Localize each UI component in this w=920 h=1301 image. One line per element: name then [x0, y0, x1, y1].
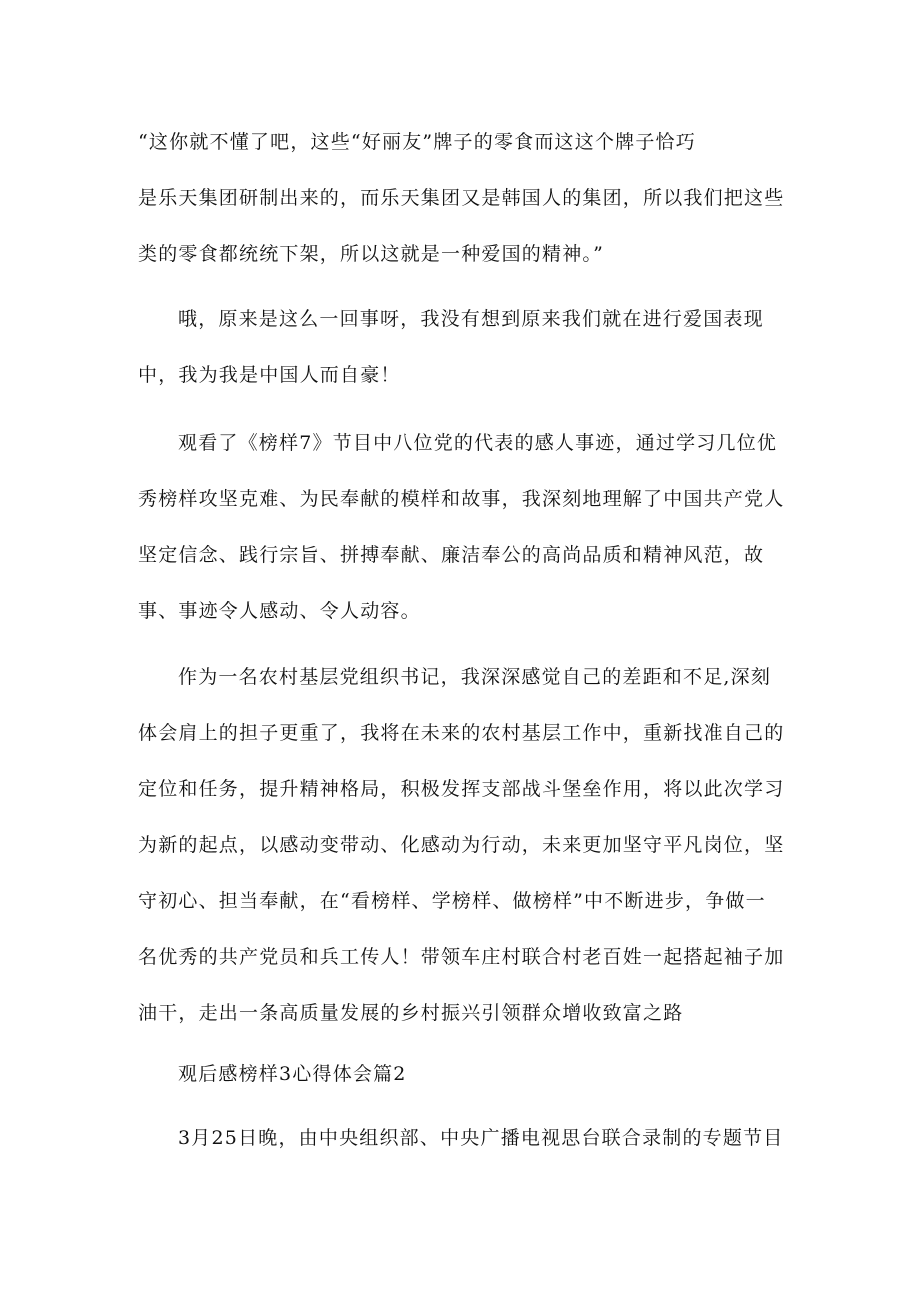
paragraph-2-line-1: 哦，原来是这么一回事呀，我没有想到原来我们就在进行爱国表现 — [178, 308, 764, 330]
paragraph-4-line-3: 定位和任务，提升精神格局，积极发挥支部战斗堡垒作用，将以此次学习 — [138, 778, 785, 800]
section-heading: 观后感榜样3心得体会篇2 — [178, 1063, 407, 1085]
paragraph-1-line-1: “这你就不懂了吧，这些“好丽友”牌子的零食而这这个牌子恰巧 — [138, 131, 696, 153]
paragraph-3-line-3: 坚定信念、践行宗旨、拼搏奉献、廉洁奉公的高尚品质和精神风范，故 — [138, 544, 765, 566]
paragraph-4-line-4: 为新的起点，以感动变带动、化感动为行动，未来更加坚守平凡岗位，坚 — [138, 834, 785, 856]
paragraph-4-line-1: 作为一名农村基层党组织书记，我深深感觉自己的差距和不足,深刻 — [178, 666, 772, 688]
paragraph-4-line-2: 体会肩上的担子更重了，我将在未来的农村基层工作中，重新找准自己的 — [138, 722, 785, 744]
paragraph-3-line-2: 秀榜样攻坚克难、为民奉献的模样和故事，我深刻地理解了中国共产党人 — [138, 488, 785, 510]
paragraph-4-line-5: 守初心、担当奉献，在“看榜样、学榜样、做榜样”中不断进步，争做一 — [138, 890, 766, 912]
paragraph-6-line-1: 3月25日晚，由中央组织部、中央广播电视思台联合录制的专题节目 — [178, 1127, 784, 1149]
paragraph-3-line-4: 事、事迹令人感动、令人动容。 — [138, 600, 421, 622]
paragraph-3-line-1: 观看了《榜样7》节目中八位党的代表的感人事迹，通过学习几位优 — [178, 432, 778, 454]
paragraph-1-line-3: 类的零食都统统下架，所以这就是一种爱国的精神。” — [138, 243, 605, 265]
paragraph-1-line-2: 是乐天集团研制出来的，而乐天集团又是韩国人的集团，所以我们把这些 — [138, 187, 785, 209]
paragraph-4-line-6: 名优秀的共产党员和兵工传人！带领车庄村联合村老百姓一起搭起袖子加 — [138, 946, 785, 968]
paragraph-2-line-2: 中，我为我是中国人而自豪！ — [138, 364, 401, 386]
paragraph-4-line-7: 油干，走出一条高质量发展的乡村振兴引领群众增收致富之路 — [138, 1002, 684, 1024]
